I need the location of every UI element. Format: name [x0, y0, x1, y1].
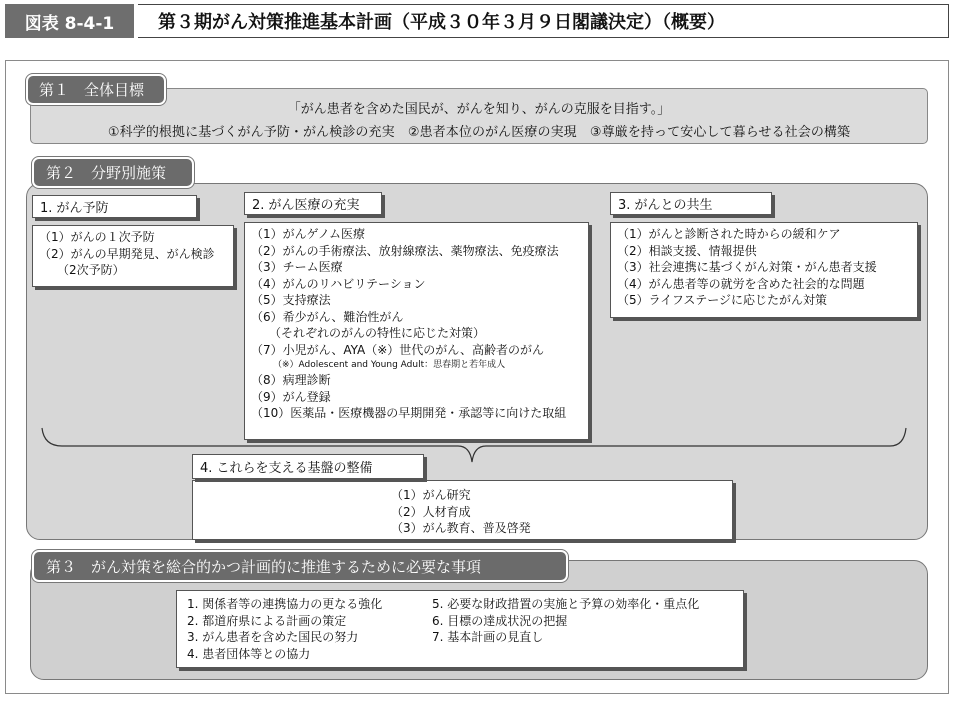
list-item: 1. 関係者等の連携協力の更なる強化 [187, 597, 383, 611]
figure-number: 図表 8-4-1 [5, 4, 138, 38]
list-item: （3）がん教育、普及啓発 [391, 521, 531, 535]
list-item: （2）がんの手術療法、放射線療法、薬物療法、免疫療法 [251, 243, 559, 258]
category-label-treatment: 2. がん医療の充実 [244, 192, 382, 215]
list-item: （1）がん研究 [391, 488, 471, 502]
section3-tab: 第３ がん対策を総合的かつ計画的に推進するために必要な事項 [32, 550, 568, 582]
list-item: （1）がんと診断された時からの緩和ケア [617, 227, 841, 241]
foundation-box [192, 480, 733, 540]
list-item: 7. 基本計画の見直し [432, 630, 544, 644]
list-item: （1）がんゲノム医療 [251, 227, 365, 241]
list-item: （5）ライフステージに応じたがん対策 [617, 293, 827, 307]
goal-main-text: 「がん患者を含めた国民が、がんを知り、がんの克服を目指す。」 [287, 102, 671, 117]
list-item: （4）がんのリハビリテーション [251, 276, 426, 291]
list-item: 3. がん患者を含めた国民の努力 [187, 630, 359, 644]
list-item: （3）チーム医療 [251, 260, 343, 274]
list-item: （1）がんの１次予防 [39, 230, 155, 244]
list-item: （2）がんの早期発見、がん検診 [39, 246, 215, 261]
list-item: （9）がん登録 [251, 389, 331, 404]
footnote-aya: （※）Adolescent and Young Adult：思春期と若年成人 [273, 360, 506, 370]
list-item: （5）支持療法 [251, 293, 331, 307]
section3-items-box [176, 590, 744, 668]
list-item: 4. 患者団体等との協力 [187, 646, 311, 661]
section2-tab: 第２ 分野別施策 [32, 157, 194, 188]
goal-sub-text: ①科学的根拠に基づくがん予防・がん検診の充実 ②患者本位のがん医療の実現 ③尊厳を持って安心して暮らせる社会の構築 [107, 125, 851, 140]
list-item: （4）がん患者等の就労を含めた社会的な問題 [617, 276, 865, 291]
list-item: （それぞれのがんの特性に応じた対策） [251, 326, 486, 340]
list-item: 5. 必要な財政措置の実施と予算の効率化・重点化 [432, 597, 700, 611]
list-item: （2）人材育成 [391, 504, 471, 519]
category-label-prevention: 1. がん予防 [32, 195, 197, 218]
category-label-foundation: 4. これらを支える基盤の整備 [192, 454, 424, 479]
list-item: 2. 都道府県による計画の策定 [187, 613, 347, 628]
page-title: 第３期がん対策推進基本計画（平成３０年３月９日閣議決定）（概要） [158, 12, 725, 33]
list-item: （7）小児がん、AYA（※）世代のがん、高齢者のがん [251, 342, 545, 357]
list-item: （2）相談支援、情報提供 [617, 243, 757, 258]
section1-tab: 第１ 全体目標 [26, 74, 166, 105]
list-item: 6. 目標の達成状況の把握 [432, 613, 568, 628]
list-item: （10）医薬品・医療機器の早期開発・承認等に向けた取組 [251, 406, 567, 420]
list-item: （2次予防） [39, 263, 125, 277]
category-label-coexistence: 3. がんとの共生 [610, 192, 772, 215]
list-item: （3）社会連携に基づくがん対策・がん患者支援 [617, 260, 877, 274]
list-item: （6）希少がん、難治性がん [251, 309, 404, 324]
list-item: （8）病理診断 [251, 373, 331, 387]
